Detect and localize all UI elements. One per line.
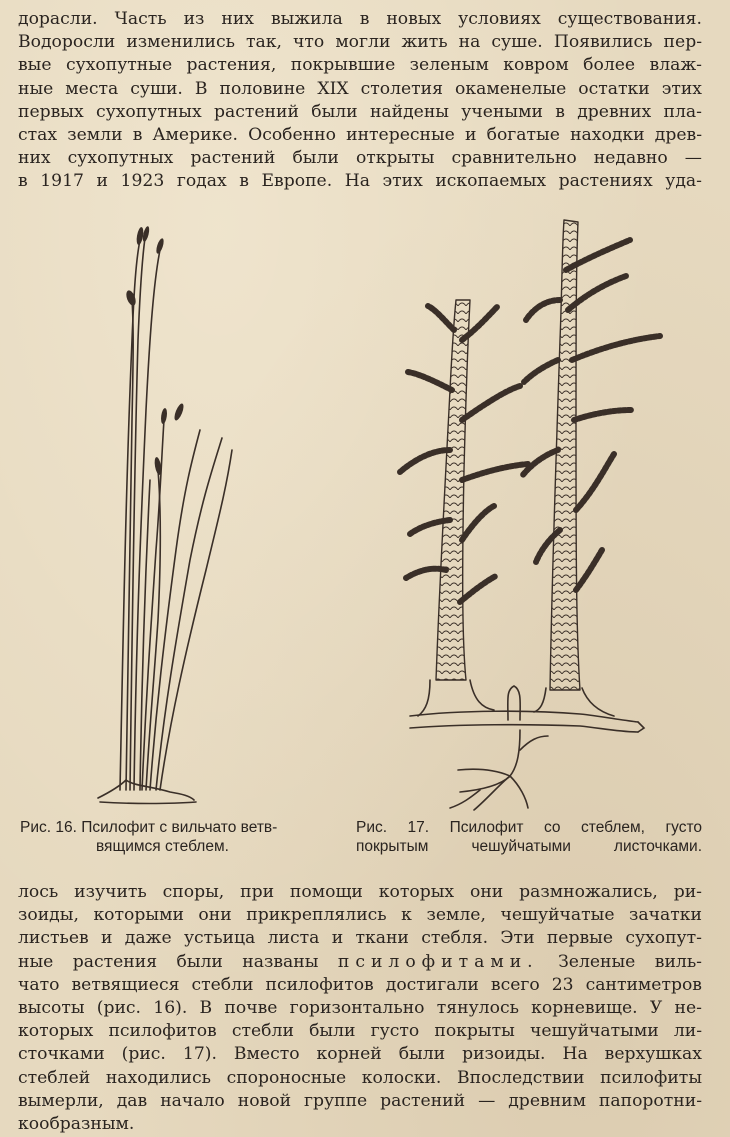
caption-line: Рис. 17. Псилофит со стеблем, густо <box>356 819 702 836</box>
caption-line: покрытым чешуйчатыми листочками. <box>356 838 702 855</box>
psilophyte-scaly-stems-drawing <box>370 210 710 820</box>
text-line: в 1917 и 1923 годах в Европе. На этих ископаемых растениях уда- <box>18 171 702 192</box>
text-fragment: Зеленые виль- <box>538 951 702 972</box>
text-line: Водоросли изменились так, что могли жить на суше. Появились пер- <box>18 32 702 53</box>
text-line: чато ветвящиеся стебли псилофитов достигали всего 23 сантиметров <box>18 974 702 995</box>
text-line: вые сухопутные растения, покрывшие зеленым ковром более влаж- <box>18 55 702 76</box>
text-line: кообразным. <box>18 1114 135 1135</box>
text-line <box>18 951 702 974</box>
text-line: ные места суши. В половине XIX столетия окаменелые остатки этих <box>18 78 702 99</box>
text-line: стеблей находились спороносные колоски. Впоследствии псилофиты <box>18 1067 702 1088</box>
text-line: стах земли в Америке. Особенно интересные и богатые находки древ- <box>18 125 702 146</box>
text-line: сточками (рис. 17). Вместо корней были ризоиды. На верхушках <box>18 1044 702 1065</box>
top-paragraph <box>18 8 702 194</box>
text-line: вымерли, дав начало новой группе растений — древним папоротни- <box>18 1090 702 1111</box>
text-line: лось изучить споры, при помощи которых они размножались, ри- <box>18 882 702 902</box>
text-line: которых псилофитов стебли были густо покрыты чешуйчатыми ли- <box>18 1021 702 1042</box>
emphasized-term: псилофитами. <box>337 951 539 972</box>
caption-line: вящимся стеблем. <box>96 838 229 855</box>
figure-17-illustration <box>370 210 710 820</box>
text-line: высоты (рис. 16). В почве горизонтально тянулось корневище. У не- <box>18 998 702 1019</box>
text-line: зоиды, которыми они прикреплялись к земле, чешуйчатые зачатки <box>18 905 702 926</box>
figure-16-illustration <box>90 220 250 810</box>
text-line: первых сухопутных растений были найдены учеными в древних пла- <box>18 101 702 122</box>
psilophyte-branching-drawing <box>90 220 250 810</box>
text-fragment: ные растения были названы <box>18 951 338 972</box>
figure-17-caption <box>356 818 702 856</box>
text-line: дорасли. Часть из них выжила в новых условиях существования. <box>18 9 702 29</box>
caption-line: Рис. 16. Псилофит с вильчато ветв- <box>20 819 278 836</box>
text-line: них сухопутных растений были открыты сравнительно недавно — <box>18 148 702 169</box>
bottom-paragraph <box>18 881 702 1136</box>
text-line: листьев и даже устьица листа и ткани стебля. Эти первые сухопут- <box>18 928 702 949</box>
figure-16-caption <box>20 818 340 856</box>
